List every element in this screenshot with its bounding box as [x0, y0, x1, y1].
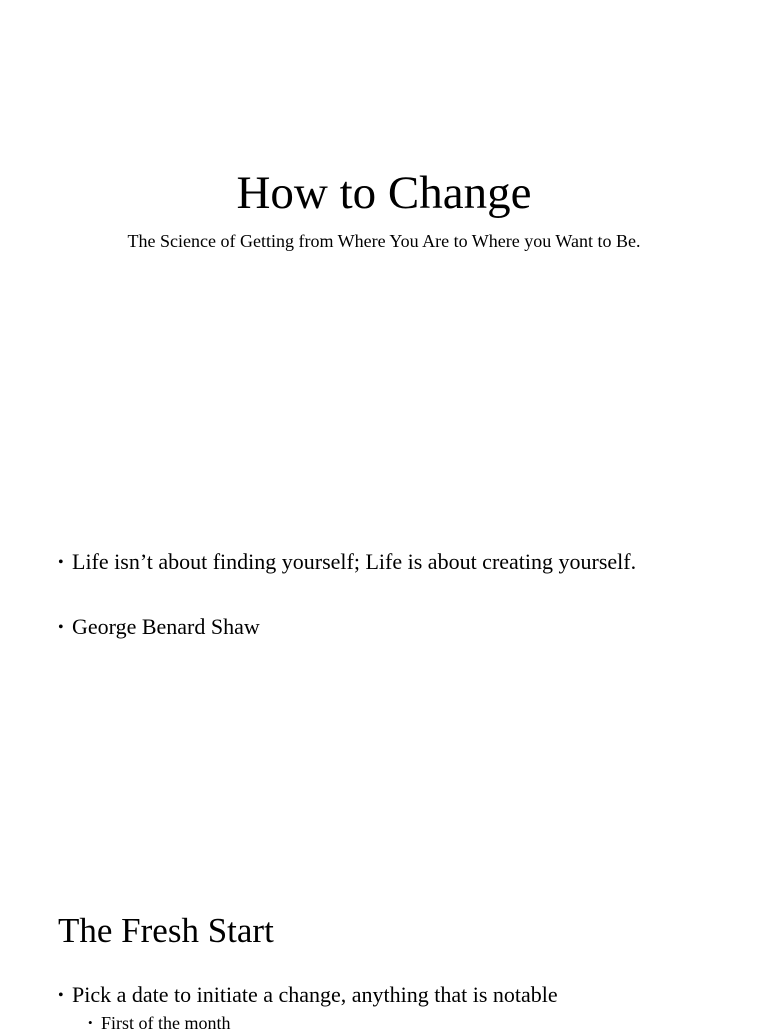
quote-slide — [0, 330, 768, 730]
sub-list-item-text: First of the month — [101, 1013, 231, 1033]
quote-bullet — [58, 548, 636, 577]
quote-text: Life isn’t about finding yourself; Life is about creating yourself. — [72, 549, 637, 574]
slide-heading: The Fresh Start — [58, 911, 274, 950]
quote-author: George Benard Shaw — [72, 614, 260, 639]
fresh-start-slide — [0, 880, 768, 1033]
bullet-icon: • — [58, 554, 64, 571]
quote-author-bullet — [58, 613, 260, 642]
bullet-icon: • — [58, 987, 64, 1004]
slide-subtitle: The Science of Getting from Where You Are to Where you Want to Be. — [127, 231, 641, 251]
bullet-icon: • — [58, 619, 64, 636]
list-item — [58, 981, 558, 1010]
bullet-icon: • — [88, 1015, 93, 1030]
title-slide — [0, 0, 768, 330]
sub-list-item — [88, 1012, 231, 1034]
slide-title: How to Change — [236, 167, 532, 219]
list-item-text: Pick a date to initiate a change, anything that is notable — [72, 982, 558, 1007]
